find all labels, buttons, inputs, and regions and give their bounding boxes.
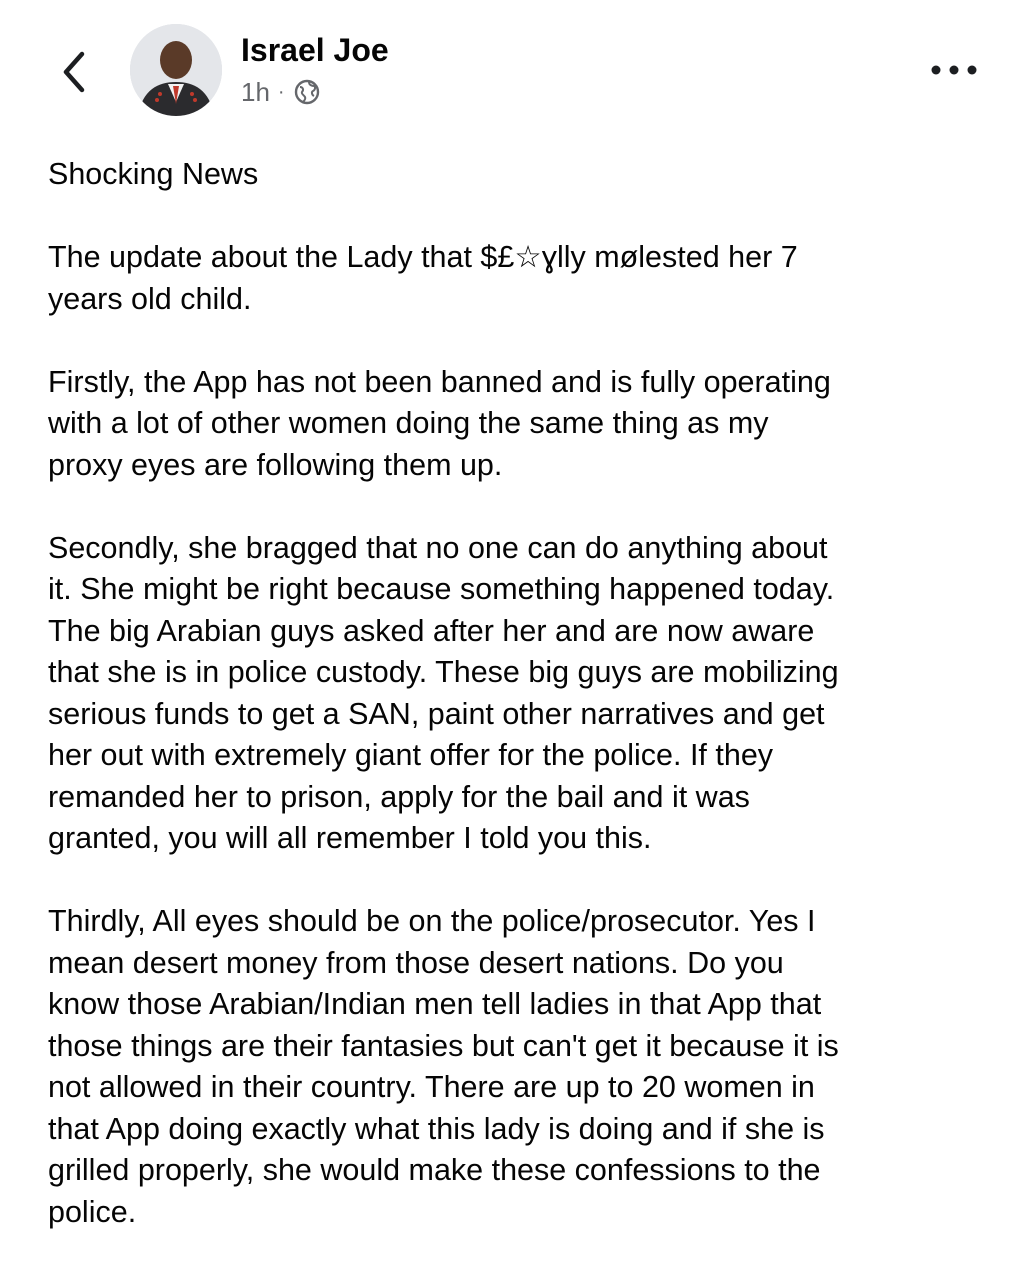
post-paragraph: Thirdly, All eyes should be on the police/prosecutor. Yes I mean desert money from those desert nations. Do you know those Arabian/Indian men tell ladies in that App that those things are their fantasies but can't get it because it is not allowed in their country. There are up to 20 women in that App doing exactly what this lady is doing and if she is grilled properly, she would make these confessions to the police. (48, 904, 839, 1229)
post-timestamp[interactable]: 1h (241, 76, 270, 107)
post-paragraph: The update about the Lady that $£☆ɣlly mølested her 7 years old child. (48, 240, 798, 316)
post-meta (241, 74, 321, 110)
post-header (0, 0, 1024, 140)
post-body (48, 154, 988, 1233)
globe-icon[interactable] (293, 78, 321, 106)
post-paragraph: Secondly, she bragged that no one can do anything about it. She might be right because something happened today. The big Arabian guys asked after her and are now aware that she is in police custody. These big guys are mobilizing serious funds to get a SAN, paint other narratives and get her out with extremely giant offer for the police. If they remanded her to prison, apply for the bail and it was granted, you will all remember I told you this. (48, 530, 839, 855)
more-options-button[interactable] (926, 52, 982, 88)
author-name[interactable]: Israel Joe (241, 32, 389, 68)
post-paragraph: Firstly, the App has not been banned and is fully operating with a lot of other women doing the same thing as my proxy eyes are following them up. (48, 364, 831, 482)
chevron-left-icon (52, 44, 96, 100)
back-button[interactable] (52, 44, 96, 100)
more-horizontal-icon (926, 52, 982, 88)
meta-separator: · (277, 80, 285, 103)
post-paragraph-title: Shocking News (48, 157, 259, 191)
author-avatar[interactable] (130, 24, 222, 116)
